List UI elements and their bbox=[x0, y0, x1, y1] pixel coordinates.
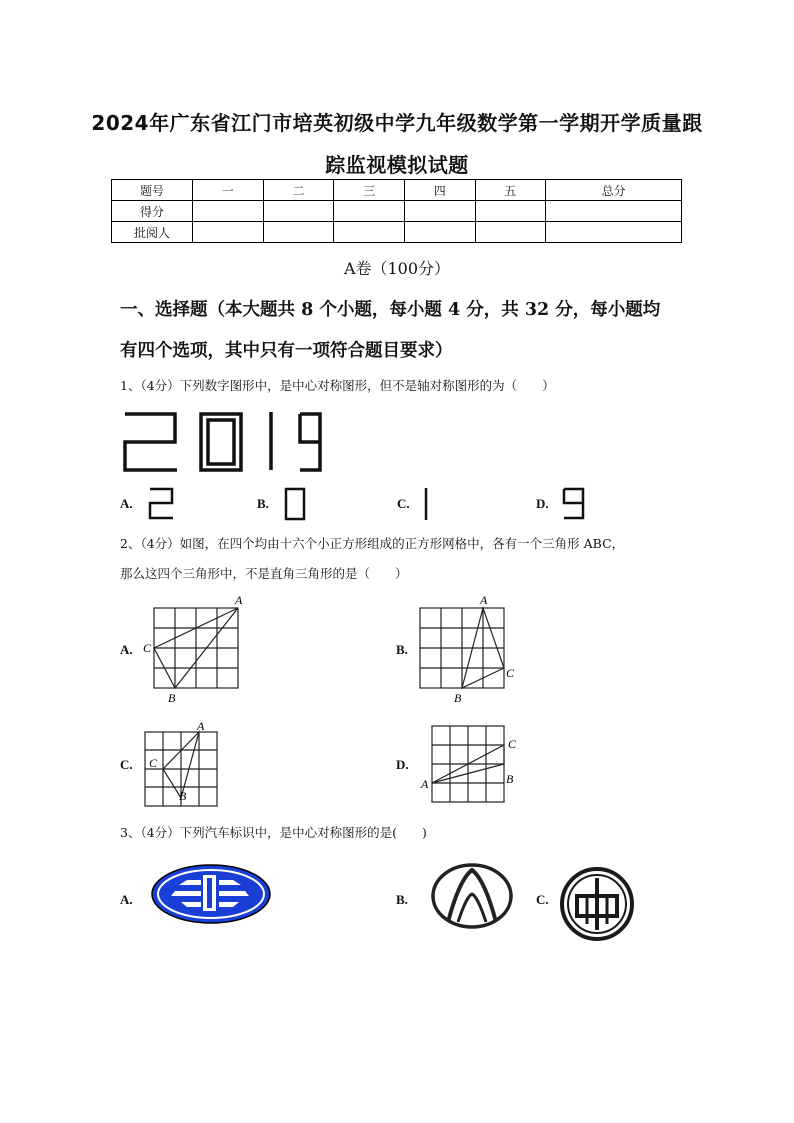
digit-0-shape bbox=[201, 414, 241, 470]
q1-option-c-digit bbox=[421, 487, 431, 521]
q1-option-b-label[interactable]: B. bbox=[257, 496, 269, 511]
table-cell: 五 bbox=[475, 180, 546, 201]
vertex-label-a: A bbox=[480, 593, 488, 607]
section-heading-line2: 有四个选项，其中只有一项符合题目要求） bbox=[120, 341, 453, 361]
q2-option-a-label[interactable]: A. bbox=[120, 642, 133, 657]
q2-triangle-figure-a bbox=[140, 594, 250, 708]
q1-option-d-digit bbox=[562, 487, 586, 521]
score-table-header-row bbox=[112, 180, 682, 201]
vertex-label-c: C bbox=[143, 641, 152, 655]
exam-title-line1: 2024年广东省江门市培英初级中学九年级数学第一学期开学质量跟 bbox=[91, 111, 703, 135]
q3-option-b-label[interactable]: B. bbox=[396, 892, 408, 907]
table-cell bbox=[546, 201, 682, 222]
section-heading-line1: 一、选择题（本大题共 8 个小题，每小题 4 分，共 32 分，每小题均 bbox=[120, 300, 661, 320]
faw-logo-icon bbox=[149, 862, 273, 926]
vertex-label-b: B bbox=[179, 789, 187, 803]
table-cell bbox=[263, 201, 334, 222]
table-cell: 四 bbox=[404, 180, 475, 201]
question-2-text-line1: 2、（4分）如图，在四个均由十六个小正方形组成的正方形网格中，各有一个三角形 ABC， bbox=[120, 536, 625, 551]
table-cell: 批阅人 bbox=[112, 222, 193, 243]
table-cell: 一 bbox=[193, 180, 264, 201]
circle-logo-icon bbox=[559, 866, 635, 942]
q1-option-c-label[interactable]: C. bbox=[397, 496, 410, 511]
table-cell: 总分 bbox=[546, 180, 682, 201]
table-cell bbox=[263, 222, 334, 243]
digit-9-shape bbox=[300, 414, 320, 470]
vertex-label-b: B bbox=[168, 691, 176, 705]
q2-option-c-label[interactable]: C. bbox=[120, 757, 133, 772]
vertex-label-a: A bbox=[197, 719, 205, 733]
table-cell bbox=[475, 222, 546, 243]
q3-option-a-label[interactable]: A. bbox=[120, 892, 133, 907]
table-cell bbox=[193, 222, 264, 243]
vertex-label-b: B bbox=[454, 691, 462, 705]
digit-figure-2019 bbox=[120, 410, 325, 474]
table-cell bbox=[546, 222, 682, 243]
q1-option-a-digit bbox=[148, 487, 174, 521]
q2-triangle-figure-d bbox=[418, 720, 528, 810]
vertex-label-c: C bbox=[506, 666, 515, 680]
table-cell bbox=[404, 201, 475, 222]
vertex-label-c: C bbox=[149, 756, 158, 770]
table-cell: 三 bbox=[334, 180, 405, 201]
question-1-text: 1、（4分）下列数字图形中，是中心对称图形，但不是轴对称图形的为（ ） bbox=[120, 378, 555, 393]
q1-option-a-label[interactable]: A. bbox=[120, 496, 133, 511]
score-table-row bbox=[112, 222, 682, 243]
question-3-text: 3、（4分）下列汽车标识中，是中心对称图形的是( ) bbox=[120, 825, 427, 840]
q1-option-b-digit bbox=[284, 487, 306, 521]
table-cell bbox=[475, 201, 546, 222]
vertex-label-a: A bbox=[421, 777, 429, 791]
q1-option-d-label[interactable]: D. bbox=[536, 496, 549, 511]
table-cell: 得分 bbox=[112, 201, 193, 222]
digit-2-shape bbox=[125, 414, 177, 470]
table-cell bbox=[404, 222, 475, 243]
table-cell bbox=[193, 201, 264, 222]
question-2-text-line2: 那么这四个三角形中，不是直角三角形的是（ ） bbox=[120, 566, 408, 581]
exam-title-line2: 踪监视模拟试题 bbox=[325, 153, 469, 177]
table-cell: 二 bbox=[263, 180, 334, 201]
q2-option-b-label[interactable]: B. bbox=[396, 642, 408, 657]
q3-option-c-label[interactable]: C. bbox=[536, 892, 549, 907]
vertex-label-a: A bbox=[235, 593, 243, 607]
vertex-label-c: C bbox=[508, 737, 517, 751]
table-cell bbox=[334, 222, 405, 243]
score-table-row bbox=[112, 201, 682, 222]
table-cell bbox=[334, 201, 405, 222]
q2-triangle-figure-c bbox=[140, 720, 230, 810]
q2-option-d-label[interactable]: D. bbox=[396, 757, 409, 772]
q2-triangle-figure-b bbox=[410, 594, 520, 708]
arch-logo-icon bbox=[430, 862, 516, 930]
volume-label: A卷（100分） bbox=[343, 259, 451, 278]
vertex-label-b: B bbox=[506, 772, 514, 786]
table-cell: 题号 bbox=[112, 180, 193, 201]
score-table bbox=[111, 179, 682, 243]
